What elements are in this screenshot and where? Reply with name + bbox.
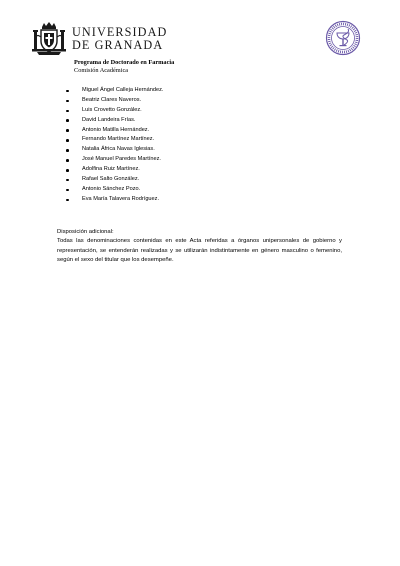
bullet-icon bbox=[66, 169, 69, 172]
member-name: Beatriz Clares Naveros. bbox=[82, 96, 142, 103]
list-item bbox=[66, 185, 163, 195]
pharmacy-seal-icon bbox=[324, 20, 362, 56]
list-item bbox=[66, 116, 163, 126]
bullet-icon bbox=[66, 119, 69, 122]
member-name: José Manuel Paredes Martínez. bbox=[82, 156, 161, 163]
program-subtitle: Comisión Académica bbox=[74, 67, 129, 74]
member-name: Adolfina Ruiz Martínez. bbox=[82, 166, 140, 173]
member-name: Eva María Talavera Rodríguez. bbox=[82, 195, 160, 202]
list-item bbox=[66, 86, 163, 96]
bullet-icon bbox=[66, 179, 69, 182]
list-item bbox=[66, 155, 163, 165]
member-name: Luis Crovetto González. bbox=[82, 106, 142, 113]
member-name: Miguel Ángel Calleja Hernández. bbox=[82, 87, 164, 93]
university-crest-icon bbox=[31, 22, 67, 56]
member-name: Natalia África Navas Iglesias. bbox=[82, 146, 155, 153]
list-item bbox=[66, 175, 163, 185]
list-item bbox=[66, 106, 163, 116]
list-item bbox=[66, 126, 163, 136]
university-wordmark bbox=[72, 26, 167, 51]
list-item bbox=[66, 165, 163, 175]
member-name: Antonio Sánchez Pozo. bbox=[82, 185, 141, 192]
list-item bbox=[66, 145, 163, 155]
bullet-icon bbox=[66, 189, 69, 192]
list-item bbox=[66, 135, 163, 145]
university-name-line2: DE GRANADA bbox=[72, 38, 164, 52]
disposition-title: Disposición adicional: bbox=[57, 229, 114, 235]
bullet-icon bbox=[66, 129, 69, 132]
bullet-icon bbox=[66, 90, 69, 93]
bullet-icon bbox=[66, 110, 69, 113]
university-name-line1: UNIVERSIDAD bbox=[72, 25, 168, 39]
bullet-icon bbox=[66, 149, 69, 152]
bullet-icon bbox=[66, 199, 69, 202]
disposition-body: Todas las denominaciones contenidas en este Acta referidas a órganos unipersonales de gobierno y representación, se entenderán realizadas y se utilizarán indistintamente en género masculino o femenino, según el sexo del titular que los desempeñe. bbox=[57, 238, 342, 264]
member-list bbox=[66, 86, 163, 205]
list-item bbox=[66, 195, 163, 205]
bullet-icon bbox=[66, 100, 69, 103]
bullet-icon bbox=[66, 159, 69, 162]
program-title: Programa de Doctorado en Farmacia bbox=[74, 59, 175, 66]
member-name: Antonio Matilla Hernández. bbox=[82, 126, 150, 133]
member-name: David Landeira Frías. bbox=[82, 116, 136, 123]
member-name: Fernando Martínez Martínez. bbox=[82, 136, 155, 143]
list-item bbox=[66, 96, 163, 106]
member-name: Rafael Salto González. bbox=[82, 176, 140, 183]
bullet-icon bbox=[66, 139, 69, 142]
